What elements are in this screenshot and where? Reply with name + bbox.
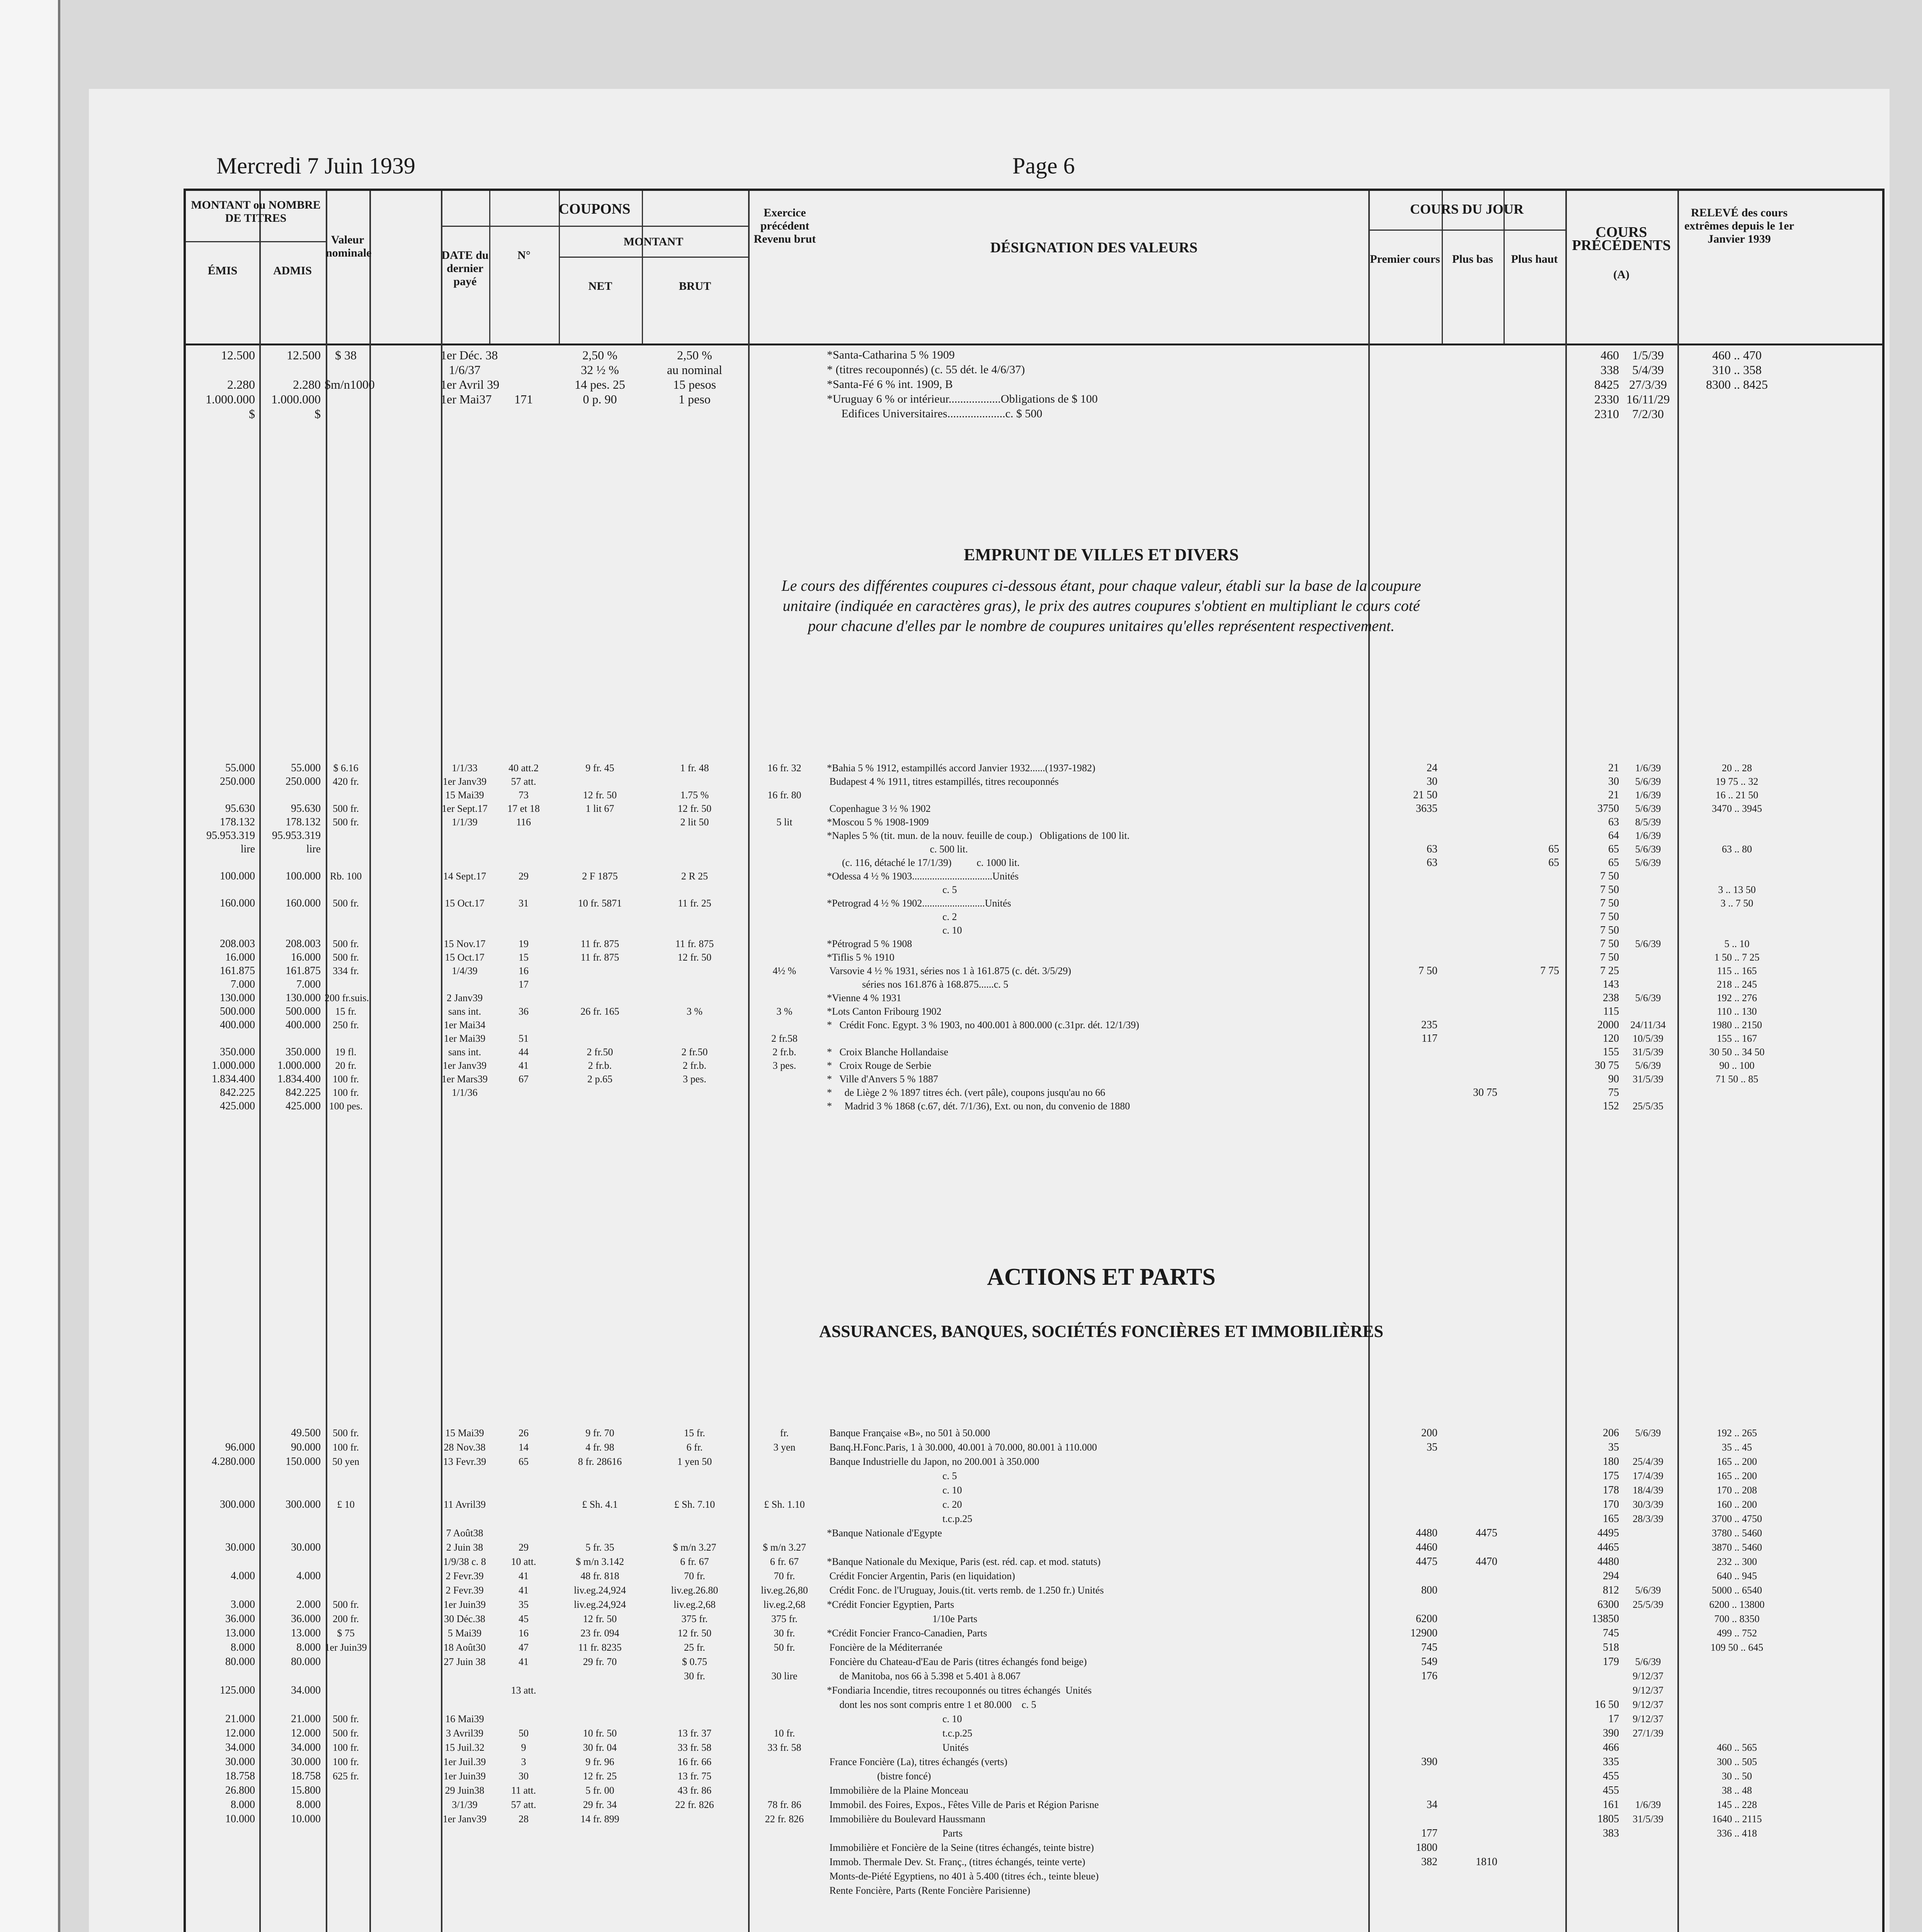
b1-dates: 1/5/39 5/4/39 27/3/39 16/11/29 7/2/30 bbox=[1626, 348, 1670, 421]
b2-exercice: 16 fr. 32 16 fr. 80 5 lit 4½ % 3 % 2 fr.58 2 fr.b. 3 pes. bbox=[767, 762, 801, 1071]
header-plus-bas: Plus bas bbox=[1452, 253, 1493, 265]
page-number: Page 6 bbox=[1012, 153, 1075, 179]
b3-releve: 192 .. 265 35 .. 45 165 .. 200 165 .. 200 170 .. 208 160 .. 200 3700 .. 4750 3780 .. 5460 3870 .. 5460 232 .. 300 640 .. 945 5000 .. 6540 6200 .. 13800 700 .. 8350 499 .. 752 109 50 .. 645 460 .. 565 300 .. 505 30 .. 50 38 .. 48 145 .. 228 1640 .. 2115 336 .. 418 bbox=[1709, 1427, 1765, 1839]
header-montant: MONTANT ou NOMBRE DE TITRES bbox=[191, 199, 321, 224]
b3-valeur: 500 fr. 100 fr. 50 yen £ 10 500 fr. 200 fr. $ 75 1er Juin39 500 fr. 500 fr. 100 fr. 100 fr. 625 fr. bbox=[325, 1427, 367, 1782]
b2-valeur: $ 6.16 420 fr. 500 fr. 500 fr. Rb. 100 500 fr. 500 fr. 500 fr. 334 fr. 200 fr.suis. 15 fr. 250 fr. 19 fl. 20 fr. 100 fr. 100 fr. 100 pes. bbox=[325, 762, 369, 1112]
section-villes-title: EMPRUNT DE VILLES ET DIVERS bbox=[964, 545, 1239, 564]
header-valeur: Valeur nominale bbox=[326, 233, 372, 259]
page-date: Mercredi 7 Juin 1939 bbox=[216, 153, 415, 179]
b2-date: 1/1/33 1er Janv39 15 Mai39 1er Sept.17 1/1/39 14 Sept.17 15 Oct.17 15 Nov.17 15 Oct.17 1/4/39 2 Janv39 sans int. 1er Mai34 1er Mai39 sans int. 1er Janv39 1er Mars39 1/1/36 bbox=[441, 762, 488, 1098]
header-designation: DÉSIGNATION DES VALEURS bbox=[990, 240, 1198, 256]
binding-spine bbox=[0, 0, 60, 1932]
b1-valeur: $ 38 $m/n1000 bbox=[325, 348, 375, 391]
b2-designation: *Bahia 5 % 1912, estampillés accord Janvier 1932......(1937-1982) Budapest 4 % 1911, titres estampillés, titres recouponnés Copenhague 3 ½ % 1902 *Moscou 5 % 1908-1909 *Naples 5 % (tit. mun. de la nouv. feuille de coup.) Obligations de 100 lit. c. 500 lit. (c. 116, détaché le 17/1/39) c. 1000 lit. *Odessa 4 ½ % 1903................................Unités c. 5 *Petrograd 4 ½ % 1902.........................Unités c. 2 c. 10 *Pétrograd 5 % 1908 *Tiflis 5 % 1910 Varsovie 4 ½ % 1931, séries nos 1 à 161.875 (c. dét. 3/5/29) séries nos 161.876 à 168.875......c. 5 *Vienne 4 % 1931 *Lots Canton Fribourg 1902 * Crédit Fonc. Egypt. 3 % 1903, no 400.001 à 800.000 (c.31pr. dét. 12/1/39) * Croix Blanche Hollandaise * Croix Rouge de Serbie * Ville d'Anvers 5 % 1887 * de Liège 2 % 1897 titres éch. (vert pâle), coupons jusqu'au no 66 * Madrid 3 % 1868 (c.67, dét. 7/1/36), Ext. ou non, du convenio de 1880 bbox=[827, 762, 1140, 1112]
header-net: NET bbox=[588, 280, 612, 293]
b3-dates: 5/6/39 25/4/39 17/4/39 18/4/39 30/3/39 28/3/39 5/6/39 25/5/39 5/6/39 9/12/37 9/12/37 9/12/37 9/12/37 27/1/39 1/6/39 31/5/39 bbox=[1633, 1427, 1663, 1825]
section-villes-notice: Le cours des différentes coupures ci-dessous étant, pour chaque valeur, établi sur la base de la coupure unitaire (indiquée en caractères gras), le prix des autres coupures s'obtient en multipliant le cours coté pour chacune d'elles par le nombre de coupures unitaires qu'elles représentent respectivement. bbox=[781, 577, 1421, 634]
header-montant-coupon: MONTANT bbox=[623, 235, 684, 248]
header-releve: RELEVÉ des cours extrêmes depuis le 1er Janvier 1939 bbox=[1684, 206, 1794, 245]
b2-dates: 1/6/39 5/6/39 1/6/39 5/6/39 8/5/39 1/6/39 5/6/39 5/6/39 5/6/39 5/6/39 24/11/34 10/5/39 31/5/39 5/6/39 31/5/39 25/5/35 bbox=[1630, 762, 1666, 1112]
b1-emis: 12.500 2.280 1.000.000 $ bbox=[206, 348, 255, 421]
header-exercice: Exercice précédent Revenu brut bbox=[753, 206, 816, 245]
b3-numero: 26 14 65 29 10 att. 41 41 35 45 16 47 41 13 att. 50 9 3 30 11 att. 57 att. 28 bbox=[511, 1427, 536, 1825]
b1-brut: 2,50 % au nominal 15 pesos 1 peso bbox=[667, 348, 723, 406]
b3-plus-bas: 4475 4470 1810 bbox=[1476, 1527, 1497, 1868]
b3-emis: 96.000 4.280.000 300.000 30.000 4.000 3.000 36.000 13.000 8.000 80.000 125.000 21.000 12.000 34.000 30.000 18.758 26.800 8.000 10.000 bbox=[212, 1441, 255, 1825]
b3-premier: 200 35 4480 4460 4475 800 6200 12900 745 549 176 390 34 177 1800 382 bbox=[1410, 1427, 1437, 1868]
b1-releve: 460 .. 470 310 .. 358 8300 .. 8425 bbox=[1706, 348, 1768, 391]
header-cours-jour: COURS DU JOUR bbox=[1410, 201, 1524, 217]
section-assurances-title: ASSURANCES, BANQUES, SOCIÉTÉS FONCIÈRES ET IMMOBILIÈRES bbox=[819, 1322, 1384, 1341]
b3-designation: Banque Française «B», no 501 à 50.000 Banq.H.Fonc.Paris, 1 à 30.000, 40.001 à 70.000, 80.001 à 110.000 Banque Industrielle du Japon, no 200.001 à 350.000 c. 5 c. 10 c. 20 t.c.p.25 *Banque Nationale d'Egypte *Banque Nationale du Mexique, Paris (est. réd. cap. et mod. statuts) Crédit Foncier Argentin, Paris (en liquidation) Crédit Fonc. de l'Uruguay, Jouis.(tit. verts remb. de 1.250 fr.) Unités *Crédit Foncier Egyptien, Parts 1/10e Parts *Crédit Foncier Franco-Canadien, Parts Foncière de la Méditerranée Foncière du Chateau-d'Eau de Paris (titres échangés fond beige) de Manitoba, nos 66 à 5.398 et 5.401 à 8.067 *Fondiaria Incendie, titres recouponnés ou titres échangés Unités dont les nos sont compris entre 1 et 80.000 c. 5 c. 10 t.c.p.25 Unités France Foncière (La), titres échangés (verts) (bistre foncé) Immobilière de la Plaine Monceau Immobil. des Foires, Expos., Fêtes Ville de Paris et Région Parisne Immobilière du Boulevard Haussmann Parts Immobilière et Foncière de la Seine (titres échangés, teinte bistre) Immob. Thermale Dev. St. Franç., (titres échangés, teinte verte) Monts-de-Piété Egyptiens, no 401 à 5.400 (titres éch., teinte bleue) Rente Foncière, Parts (Rente Foncière Parisienne) bbox=[827, 1427, 1104, 1896]
b2-net: 9 fr. 45 12 fr. 50 1 lit 67 2 F 1875 10 fr. 5871 11 fr. 875 11 fr. 875 26 fr. 165 2 fr.50 2 fr.b. 2 p.65 bbox=[578, 762, 622, 1085]
b1-admis: 12.500 2.280 1.000.000 $ bbox=[271, 348, 321, 421]
b2-admis: 55.000 250.000 95.630 178.132 95.953.319 lire 100.000 160.000 208.003 16.000 161.875 7.000 130.000 500.000 400.000 350.000 1.000.000 1.834.400 842.225 425.000 bbox=[272, 762, 321, 1112]
header-emis: ÉMIS bbox=[208, 264, 238, 277]
b2-premier: 24 30 21 50 3635 63 63 7 50 235 117 bbox=[1413, 762, 1437, 1044]
b2-emis: 55.000 250.000 95.630 178.132 95.953.319 lire 100.000 160.000 208.003 16.000 161.875 7.000 130.000 500.000 400.000 350.000 1.000.000 1.834.400 842.225 425.000 bbox=[206, 762, 255, 1112]
b2-plus-bas: 30 75 bbox=[1473, 1087, 1497, 1099]
b1-cours-prec: 460 338 8425 2330 2310 bbox=[1594, 348, 1619, 421]
header-date-dernier: DATE du dernier payé bbox=[441, 249, 489, 288]
b3-date: 15 Mai39 28 Nov.38 13 Fevr.39 11 Avril39 7 Août38 2 Juin 38 1/9/38 c. 8 2 Fevr.39 2 Fevr.39 1er Juin39 30 Déc.38 5 Mai39 18 Août30 27 Juin 38 16 Mai39 3 Avril39 15 Juil.32 1er Juil.39 1er Juin39 29 Juin38 3/1/39 1er Janv39 bbox=[442, 1427, 487, 1825]
b1-date: 1er Déc. 1/6/37 1er Avril 1er Mai37 bbox=[441, 348, 492, 406]
b2-cours-prec: 21 30 21 3750 63 64 65 65 7 50 7 50 7 50 7 50 7 50 7 50 7 50 7 25 143 238 115 2000 120 155 30 75 90 75 152 bbox=[1595, 762, 1619, 1112]
header-cours-precedents-a: (A) bbox=[1613, 268, 1629, 281]
header-admis: ADMIS bbox=[273, 264, 312, 277]
header-premier: Premier cours bbox=[1370, 253, 1440, 265]
section-actions-title: ACTIONS ET PARTS bbox=[987, 1264, 1216, 1290]
b3-cours-prec: 206 35 180 175 178 170 165 4495 4465 4480 294 812 6300 13850 745 518 179 16 50 17 390 466 335 455 455 161 1805 383 bbox=[1592, 1427, 1619, 1839]
b1-numero: 171 bbox=[514, 392, 533, 406]
b2-plus-haut: 65 65 7 75 bbox=[1540, 843, 1559, 977]
header-brut: BRUT bbox=[679, 280, 711, 293]
b3-exercice: fr. 3 yen £ Sh. 1.10 $ m/n 3.27 6 fr. 67 70 fr. liv.eg.26,80 liv.eg.2,68 375 fr. 30 fr. 50 fr. 30 lire 10 fr. 33 fr. 58 78 fr. 86 22 fr. 826 bbox=[761, 1427, 808, 1825]
header-cours-precedents: COURS PRÉCÉDENTS bbox=[1572, 224, 1671, 253]
b1-designation: *Santa-Catharina 5 % 1909 * (titres recouponnés) (c. 55 dét. le 4/6/37) *Santa-Fé 6 % int. 1909, B *Uruguay 6 % or intérieur..................Obligations de $ 100 Edifices Universitaires....................c. $ 500 bbox=[827, 349, 1098, 420]
header-coupons: COUPONS bbox=[558, 201, 631, 217]
b2-numero: 40 att.2 57 att. 73 17 et 18 116 29 31 19 15 16 17 36 51 44 41 67 bbox=[507, 762, 540, 1085]
header-plus-haut: Plus haut bbox=[1511, 253, 1558, 265]
b1-net: 2,50 % 32 ½ % 14 pes. 25 0 p. 90 bbox=[575, 348, 625, 406]
header-numero: N° bbox=[517, 249, 531, 262]
b3-admis: 49.500 90.000 150.000 300.000 30.000 4.000 2.000 36.000 13.000 8.000 80.000 34.000 21.000 12.000 34.000 30.000 18.758 15.800 8.000 10.000 bbox=[286, 1427, 321, 1825]
b3-net: 9 fr. 70 4 fr. 98 8 fr. 28616 £ Sh. 4.1 5 fr. 35 $ m/n 3.142 48 fr. 818 liv.eg.24,924 liv.eg.24,924 12 fr. 50 23 fr. 094 11 fr. 8235 29 fr. 70 10 fr. 50 30 fr. 04 9 fr. 96 12 fr. 25 5 fr. 00 29 fr. 34 14 fr. 899 bbox=[574, 1427, 626, 1825]
b2-brut: 1 fr. 48 1.75 % 12 fr. 50 2 lit 50 2 R 25 11 fr. 25 11 fr. 875 12 fr. 50 3 % 2 fr.50 2 fr.b. 3 pes. bbox=[675, 762, 714, 1085]
b2-releve: 20 .. 28 19 75 .. 32 16 .. 21 50 3470 .. 3945 63 .. 80 3 .. 13 50 3 .. 7 50 5 .. 10 1 50 .. 7 25 115 .. 165 218 .. 245 192 .. 276 110 .. 130 1980 .. 2150 155 .. 167 30 50 .. 34 50 90 .. 100 71 50 .. 85 bbox=[1709, 762, 1765, 1085]
b3-brut: 15 fr. 6 fr. 1 yen 50 £ Sh. 7.10 $ m/n 3.27 6 fr. 67 70 fr. liv.eg.26.80 liv.eg.2,68 375 fr. 12 fr. 50 25 fr. $ 0.75 30 fr. 13 fr. 37 33 fr. 58 16 fr. 66 13 fr. 75 43 fr. 86 22 fr. 826 bbox=[671, 1427, 718, 1810]
